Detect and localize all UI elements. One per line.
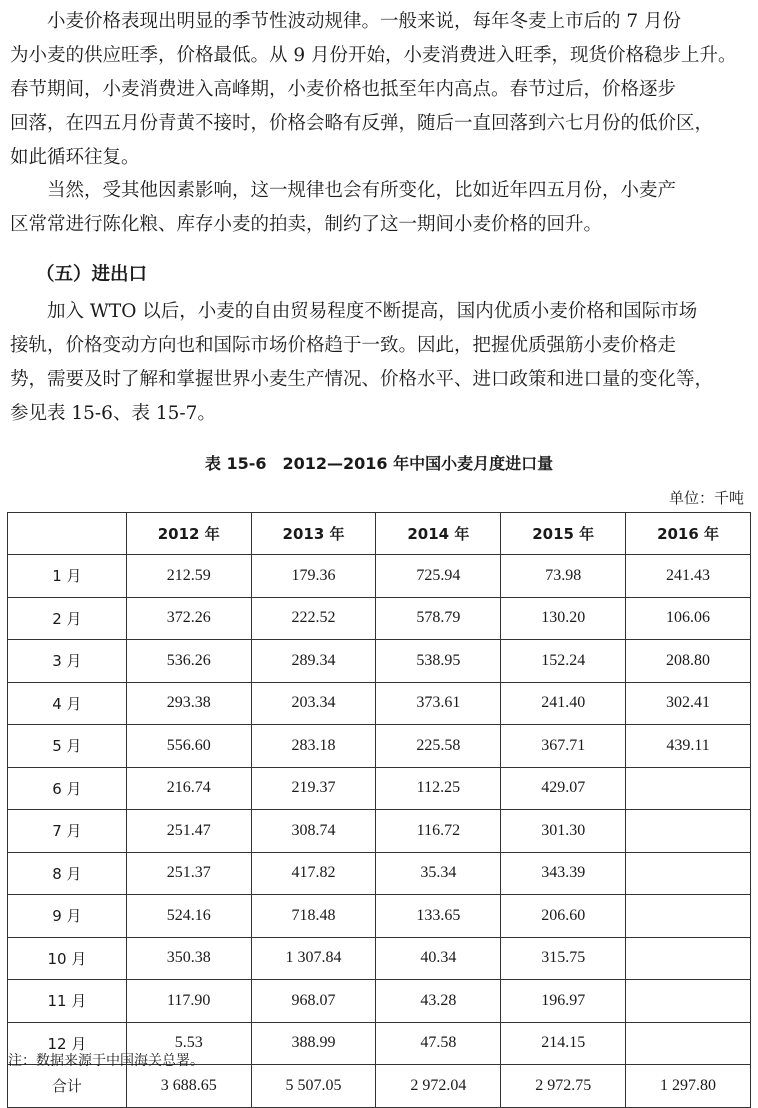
- row-label-cell: 3 月: [8, 640, 127, 683]
- value-cell: 1 307.84: [251, 937, 376, 980]
- value-cell: 133.65: [376, 895, 501, 938]
- row-label-cell: 6 月: [8, 767, 127, 810]
- import-volume-table: [7, 512, 751, 1108]
- text-line: 接轨，价格变动方向也和国际市场价格趋于一致。因此，把握优质强筋小麦价格走: [10, 335, 677, 356]
- table-row: [8, 597, 751, 640]
- value-cell: [626, 895, 751, 938]
- section-heading: （五）进出口: [36, 264, 148, 285]
- value-cell: 222.52: [251, 597, 376, 640]
- table-row: [8, 980, 751, 1023]
- row-label-cell: 4 月: [8, 682, 127, 725]
- table-row: [8, 640, 751, 683]
- value-cell: 293.38: [126, 682, 251, 725]
- value-cell: 5 507.05: [251, 1065, 376, 1108]
- header-cell: 2014 年: [376, 513, 501, 555]
- value-cell: 251.37: [126, 852, 251, 895]
- text-line: 回落，在四五月份青黄不接时，价格会略有反弹，随后一直回落到六七月份的低价区，: [10, 113, 714, 134]
- row-label-cell: 12 月: [8, 1022, 127, 1065]
- text-line: 加入 WTO 以后，小麦的自由贸易程度不断提高，国内优质小麦价格和国际市场: [10, 301, 698, 322]
- value-cell: 343.39: [501, 852, 626, 895]
- value-cell: 578.79: [376, 597, 501, 640]
- value-cell: 106.06: [626, 597, 751, 640]
- value-cell: 43.28: [376, 980, 501, 1023]
- row-label-cell: 2 月: [8, 597, 127, 640]
- value-cell: 251.47: [126, 810, 251, 853]
- table-caption: 表 15-6 2012—2016 年中国小麦月度进口量: [204, 454, 554, 473]
- value-cell: 241.40: [501, 682, 626, 725]
- row-label-cell: 5 月: [8, 725, 127, 768]
- header-cell: [8, 513, 127, 555]
- value-cell: 718.48: [251, 895, 376, 938]
- value-cell: 216.74: [126, 767, 251, 810]
- row-label-cell: 7 月: [8, 810, 127, 853]
- value-cell: 429.07: [501, 767, 626, 810]
- paragraph-seasonality: [10, 5, 748, 175]
- value-cell: 2 972.75: [501, 1065, 626, 1108]
- value-cell: 556.60: [126, 725, 251, 768]
- paragraph-import-export: [10, 295, 748, 431]
- row-label-cell: 1 月: [8, 555, 127, 598]
- value-cell: 308.74: [251, 810, 376, 853]
- header-cell: 2012 年: [126, 513, 251, 555]
- value-cell: 179.36: [251, 555, 376, 598]
- header-cell: 2015 年: [501, 513, 626, 555]
- value-cell: 2 972.04: [376, 1065, 501, 1108]
- value-cell: 3 688.65: [126, 1065, 251, 1108]
- value-cell: 289.34: [251, 640, 376, 683]
- text-line: 区常常进行陈化粮、库存小麦的拍卖，制约了这一期间小麦价格的回升。: [10, 214, 603, 235]
- table-row: [8, 937, 751, 980]
- paragraph-exceptions: [10, 174, 748, 242]
- table-body: [8, 555, 751, 1108]
- value-cell: 206.60: [501, 895, 626, 938]
- text-line: 势，需要及时了解和掌握世界小麦生产情况、价格水平、进口政策和进口量的变化等，: [10, 369, 714, 390]
- value-cell: 5.53: [126, 1022, 251, 1065]
- value-cell: 302.41: [626, 682, 751, 725]
- value-cell: 241.43: [626, 555, 751, 598]
- table-header-row: [8, 513, 751, 555]
- value-cell: 152.24: [501, 640, 626, 683]
- table-row: [8, 682, 751, 725]
- value-cell: 196.97: [501, 980, 626, 1023]
- value-cell: 283.18: [251, 725, 376, 768]
- text-line: 小麦价格表现出明显的季节性波动规律。一般来说，每年冬麦上市后的 7 月份: [10, 11, 682, 32]
- text-line: 为小麦的供应旺季，价格最低。从 9 月份开始，小麦消费进入旺季，现货价格稳步上升。: [10, 45, 737, 66]
- value-cell: 40.34: [376, 937, 501, 980]
- text-line: 如此循环往复。: [10, 147, 140, 168]
- row-label-cell: 11 月: [8, 980, 127, 1023]
- value-cell: 372.26: [126, 597, 251, 640]
- text-line: 当然，受其他因素影响，这一规律也会有所变化，比如近年四五月份，小麦产: [10, 180, 677, 201]
- table-row: [8, 555, 751, 598]
- value-cell: 524.16: [126, 895, 251, 938]
- value-cell: [626, 980, 751, 1023]
- value-cell: 388.99: [251, 1022, 376, 1065]
- value-cell: 130.20: [501, 597, 626, 640]
- text-line: 春节期间，小麦消费进入高峰期，小麦价格也抵至年内高点。春节过后，价格逐步: [10, 79, 677, 100]
- value-cell: 536.26: [126, 640, 251, 683]
- table-row: [8, 767, 751, 810]
- value-cell: 350.38: [126, 937, 251, 980]
- value-cell: 35.34: [376, 852, 501, 895]
- table-row: [8, 810, 751, 853]
- value-cell: 203.34: [251, 682, 376, 725]
- value-cell: 47.58: [376, 1022, 501, 1065]
- value-cell: 367.71: [501, 725, 626, 768]
- row-label-cell: 10 月: [8, 937, 127, 980]
- value-cell: [626, 852, 751, 895]
- table-row: [8, 725, 751, 768]
- value-cell: 112.25: [376, 767, 501, 810]
- header-cell: 2016 年: [626, 513, 751, 555]
- row-label-cell: 合计: [8, 1065, 127, 1108]
- value-cell: 225.58: [376, 725, 501, 768]
- value-cell: 212.59: [126, 555, 251, 598]
- value-cell: [626, 767, 751, 810]
- value-cell: 116.72: [376, 810, 501, 853]
- table-row: [8, 852, 751, 895]
- value-cell: 725.94: [376, 555, 501, 598]
- value-cell: 968.07: [251, 980, 376, 1023]
- row-label-cell: 8 月: [8, 852, 127, 895]
- value-cell: [626, 937, 751, 980]
- value-cell: 417.82: [251, 852, 376, 895]
- value-cell: [626, 810, 751, 853]
- table-row: [8, 895, 751, 938]
- value-cell: 301.30: [501, 810, 626, 853]
- row-label-cell: 9 月: [8, 895, 127, 938]
- source-note: 注：数据来源于中国海关总署。: [8, 1053, 204, 1069]
- value-cell: 373.61: [376, 682, 501, 725]
- value-cell: 439.11: [626, 725, 751, 768]
- text-line: 参见表 15-6、表 15-7。: [10, 403, 216, 424]
- value-cell: 1 297.80: [626, 1065, 751, 1108]
- value-cell: [626, 1022, 751, 1065]
- value-cell: 315.75: [501, 937, 626, 980]
- value-cell: 214.15: [501, 1022, 626, 1065]
- value-cell: 208.80: [626, 640, 751, 683]
- value-cell: 219.37: [251, 767, 376, 810]
- table-unit: 单位：千吨: [668, 489, 744, 507]
- value-cell: 538.95: [376, 640, 501, 683]
- value-cell: 117.90: [126, 980, 251, 1023]
- value-cell: 73.98: [501, 555, 626, 598]
- header-cell: 2013 年: [251, 513, 376, 555]
